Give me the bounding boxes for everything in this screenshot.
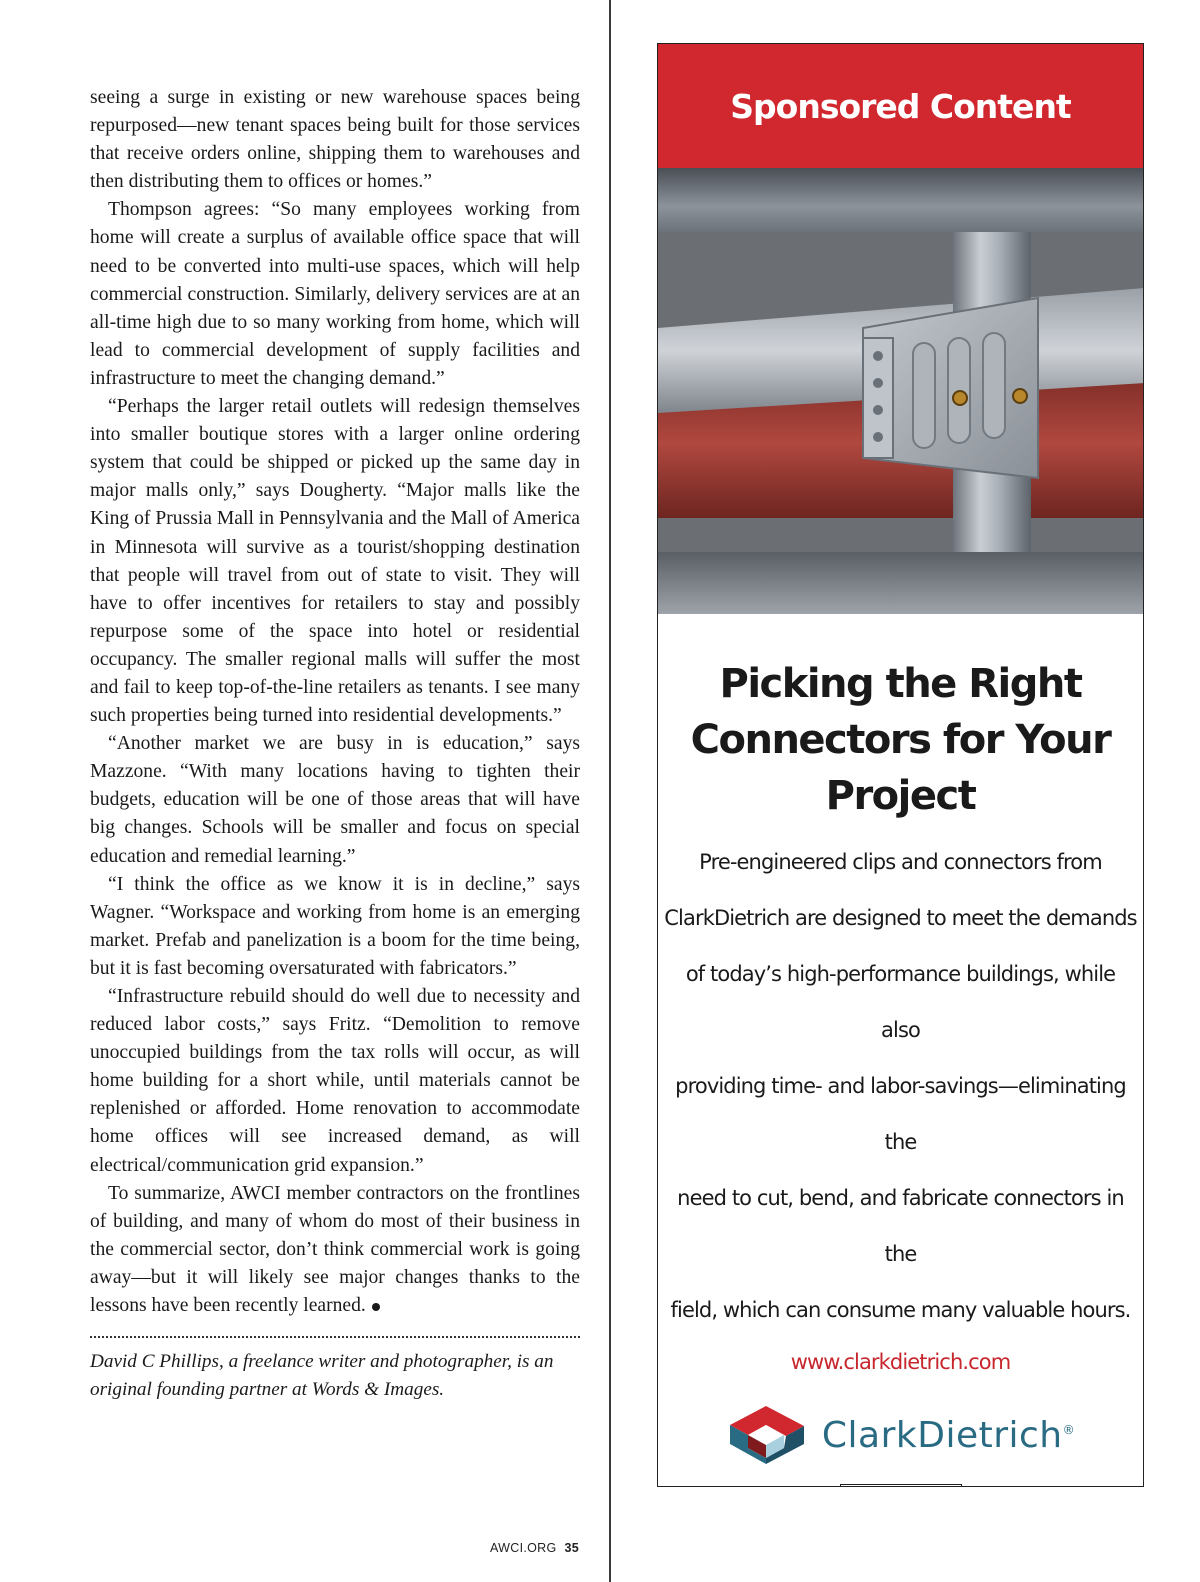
ad-headline bbox=[658, 656, 1143, 824]
article-column bbox=[90, 84, 580, 1404]
logo-text: ClarkDietrich bbox=[821, 1414, 1063, 1456]
ad-body-line: ClarkDietrich are designed to meet the demands bbox=[664, 906, 1137, 930]
clarkdietrich-logo-mark-icon bbox=[726, 1404, 806, 1466]
ad-headline-line: Picking the Right bbox=[719, 661, 1082, 707]
qr-code[interactable] bbox=[840, 1484, 962, 1487]
sponsored-ad bbox=[657, 43, 1144, 1487]
ad-body-line: need to cut, bend, and fabricate connectors in the bbox=[677, 1186, 1124, 1266]
ad-body-line: providing time- and labor-savings—eliminating the bbox=[675, 1074, 1126, 1154]
article-paragraph: “Perhaps the larger retail outlets will redesign themselves into smaller boutique stores with a larger online ordering system that could be shipped or picked up the same day in major malls only,” says Dougherty. “Major malls like the King of Prussia Mall in Pennsylvania and the Mall of America in Minnesota will survive as a tourist/shopping destination that people will travel from out of state to visit. They will have to offer incentives for retailers to stay and possibly repurpose some of the space into hotel or residential occupancy. The smaller regional malls will suffer the most and fail to keep top-of-the-line retailers as tenants. I see many such properties being turned into residential developments.” bbox=[90, 396, 580, 727]
ad-body-line: field, which can consume many valuable hours. bbox=[670, 1298, 1131, 1322]
end-of-article-bullet-icon bbox=[372, 1303, 380, 1311]
dotted-divider bbox=[90, 1336, 580, 1338]
sponsored-banner bbox=[658, 44, 1143, 168]
article-paragraph: “Infrastructure rebuild should do well due to necessity and reduced labor costs,” says Fritz. “Demolition to remove unoccupied buildings from the tax rolls will occur, as will home building for a short while, until materials cannot be replenished or afforded. Home renovation to accommodate home offices will see increased demand, as will electrical/communication grid expansion.” bbox=[90, 986, 580, 1176]
clarkdietrich-wordmark bbox=[822, 1415, 1075, 1456]
article-paragraph: “Another market we are busy in is education,” says Mazzone. “With many locations having to tighten their budgets, education will be one of those areas that will have big changes. Schools will be smaller and focus on special education and remedial learning.” bbox=[90, 733, 580, 867]
page-footer bbox=[490, 1541, 579, 1555]
ad-body-line: Pre-engineered clips and connectors from bbox=[699, 850, 1102, 874]
sponsored-banner-label: Sponsored Content bbox=[730, 86, 1071, 126]
ad-body-text bbox=[658, 834, 1143, 1338]
article-paragraph-text: To summarize, AWCI member contractors on the frontlines of building, and many of whom do most of their business in the commercial sector, don’t think commercial work is going away—but it will likely see major changes thanks to the lessons have been recently learned. bbox=[90, 1182, 580, 1317]
column-divider bbox=[609, 0, 611, 1582]
article-paragraph: Thompson agrees: “So many employees working from home will create a surplus of available office space that will need to be converted into multi-use spaces, which will help commercial construction. Similarly, delivery services are at an all-time high due to so many working from home, which will lead to commercial development of supply facilities and infrastructure to meet the changing demand.” bbox=[90, 199, 580, 389]
clarkdietrich-logo bbox=[658, 1404, 1143, 1466]
connector-product-photo bbox=[658, 168, 1144, 614]
article-paragraph: “I think the office as we know it is in decline,” says Wagner. “Workspace and working from home is an emerging market. Prefab and panelization is a boom for the time being, but it is fast becoming oversaturated with fabricators.” bbox=[90, 873, 580, 979]
article-paragraph-final bbox=[90, 1180, 580, 1320]
ad-headline-line: Connectors for Your bbox=[690, 717, 1111, 763]
registered-mark: ® bbox=[1062, 1422, 1076, 1437]
page-number: 35 bbox=[564, 1541, 580, 1555]
author-bio: David C Phillips, a freelance writer and photographer, is an original founding partner at Words & Images. bbox=[90, 1351, 554, 1401]
footer-site: AWCI.ORG bbox=[490, 1541, 557, 1555]
ad-body-line: of today’s high-performance buildings, while also bbox=[685, 962, 1116, 1042]
ad-website-link[interactable]: www.clarkdietrich.com bbox=[790, 1350, 1011, 1374]
article-paragraph: seeing a surge in existing or new warehouse spaces being repurposed—new tenant spaces being built for those services that receive orders online, shipping them to warehouses and then distributing them to offices or homes.” bbox=[90, 87, 580, 193]
ad-headline-line: Project bbox=[825, 773, 976, 819]
